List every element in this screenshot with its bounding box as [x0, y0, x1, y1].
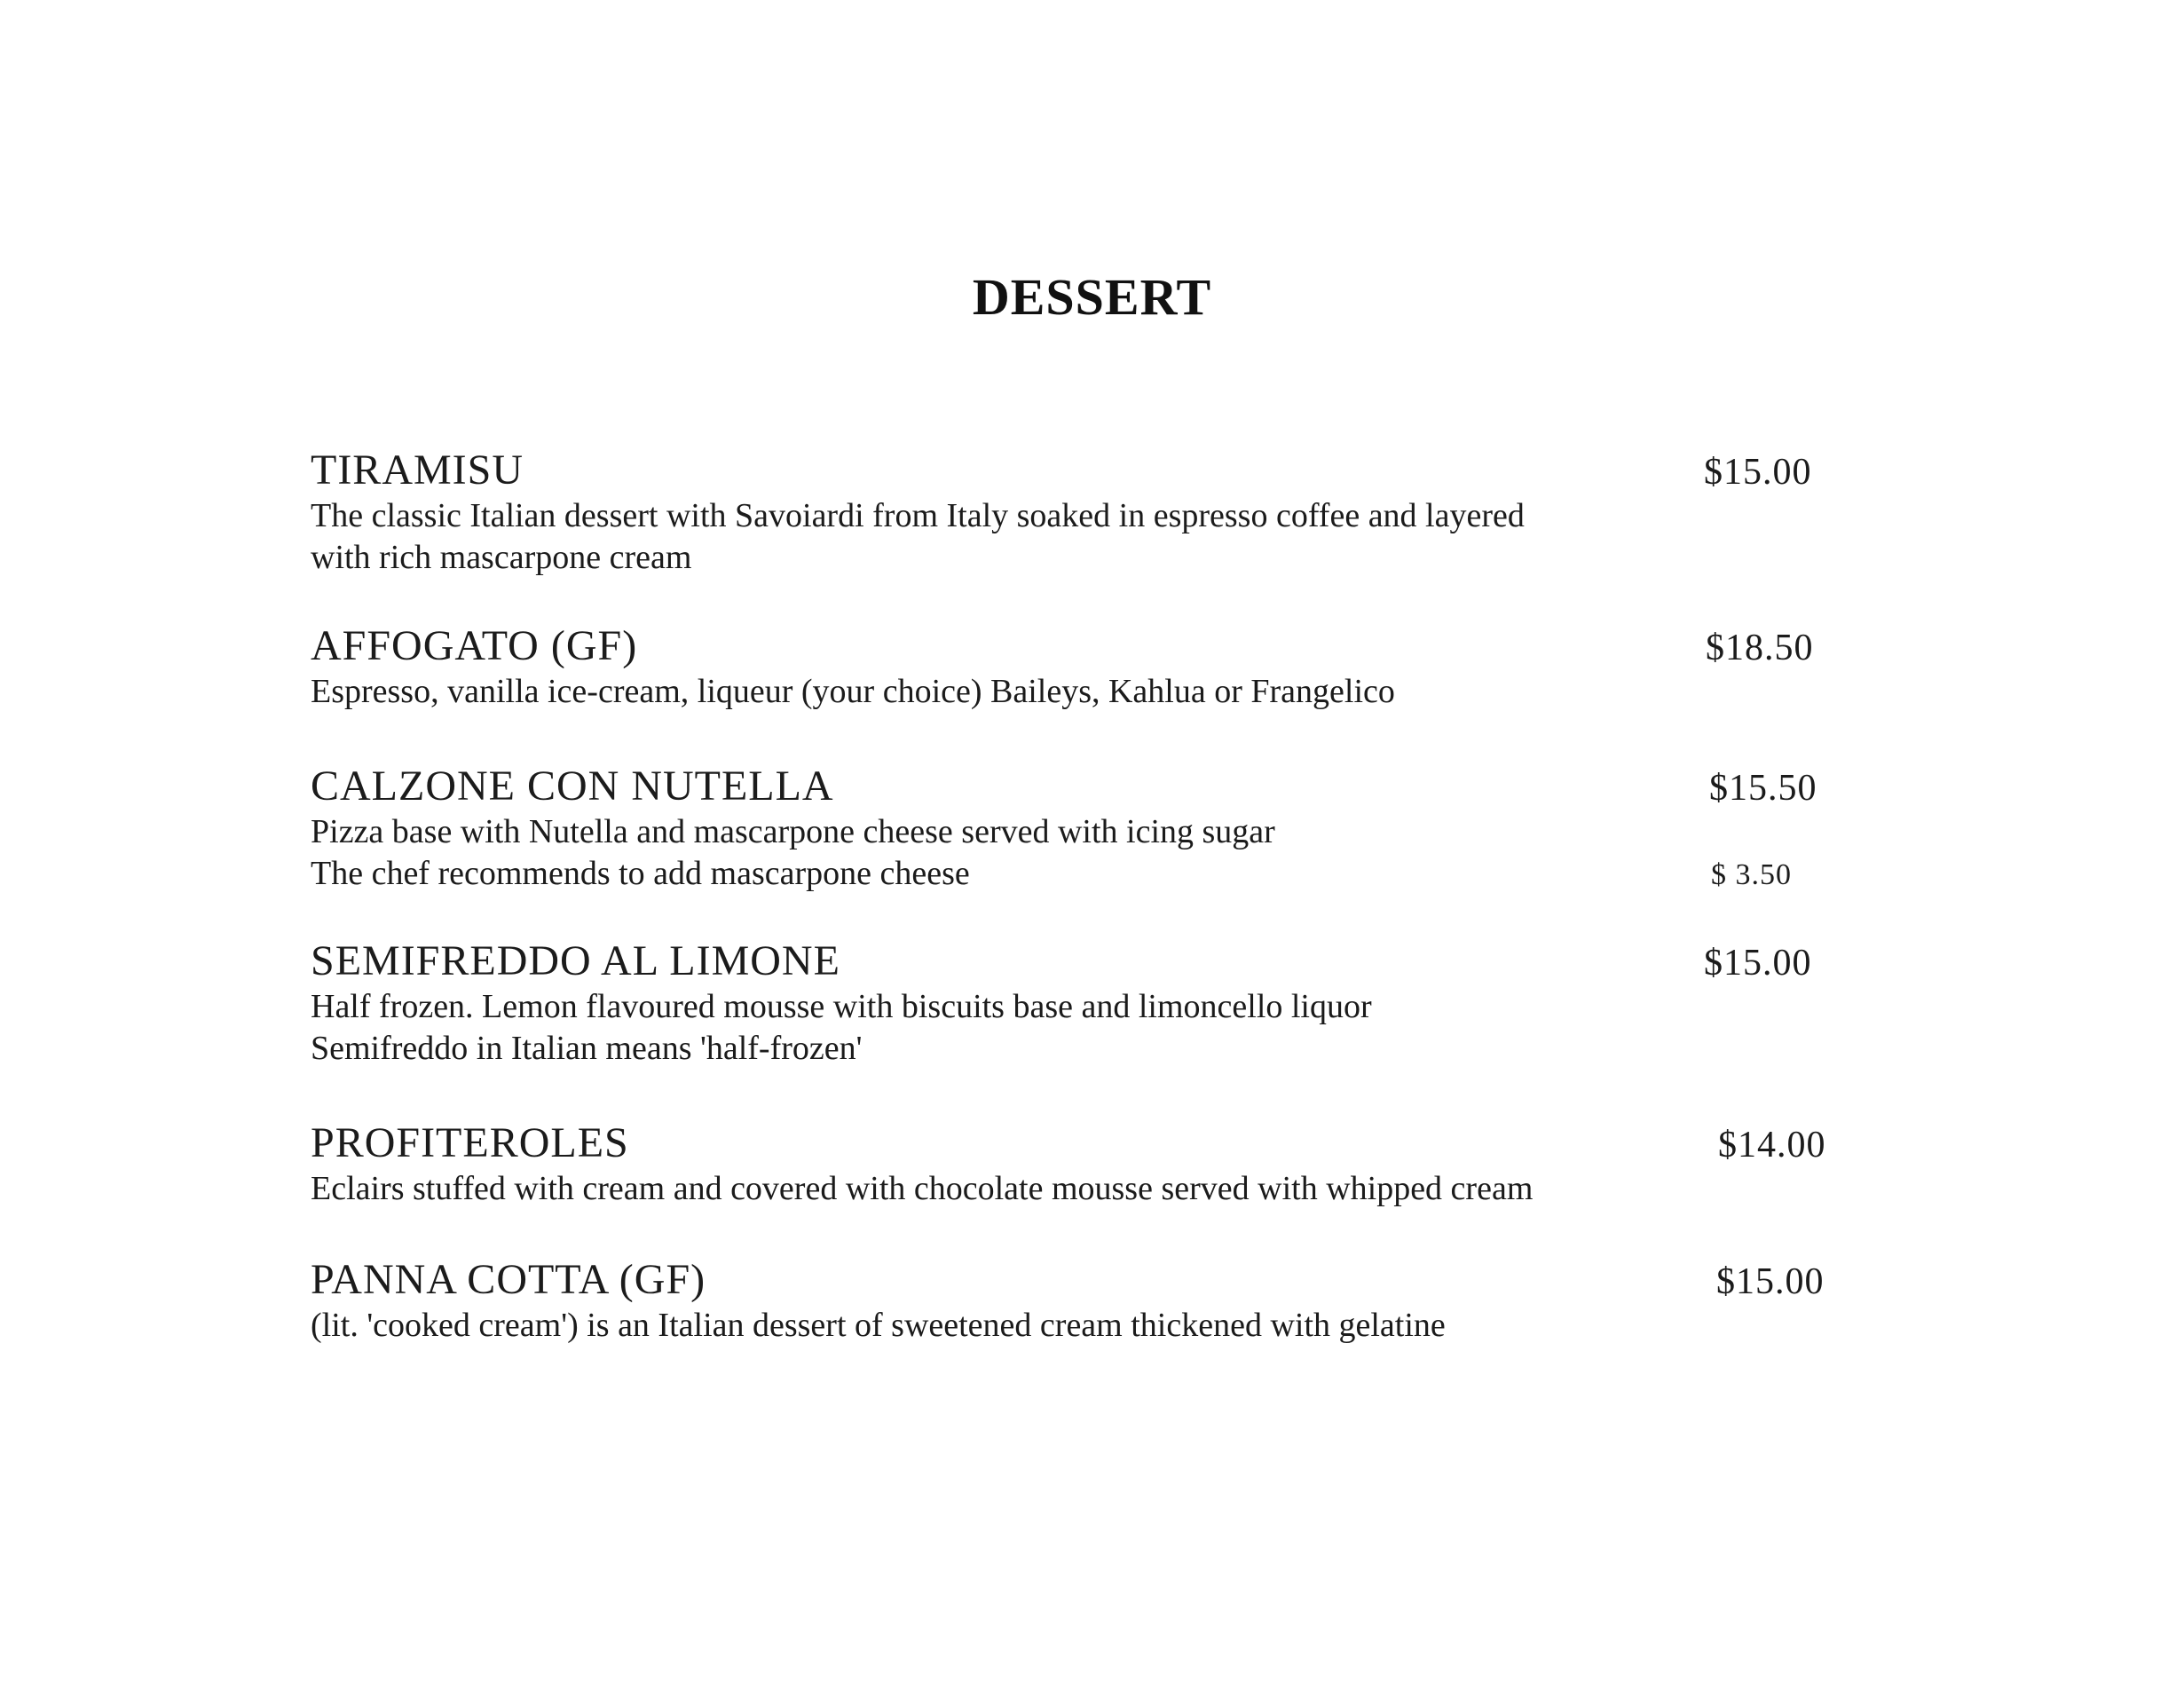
extra-price: $ 3.50 — [1711, 858, 1792, 891]
description-line: Semifreddo in Italian means 'half-frozen' — [311, 1030, 863, 1067]
item-description — [311, 671, 1395, 713]
description-line: The chef recommends to add mascarpone cheese — [311, 855, 970, 892]
description-line: (lit. 'cooked cream') is an Italian dessert of sweetened cream thickened with gelatine — [311, 1307, 1446, 1344]
item-name: SEMIFREDDO AL LIMONE — [311, 937, 840, 984]
item-description — [311, 1305, 1446, 1347]
item-price: $15.50 — [1709, 768, 1817, 809]
description-line: Half frozen. Lemon flavoured mousse with biscuits base and limoncello liquor — [311, 988, 1372, 1025]
item-description — [311, 986, 1372, 1070]
description-line: The classic Italian dessert with Savoiardi from Italy soaked in espresso coffee and layered — [311, 497, 1525, 534]
menu-title: DESSERT — [972, 268, 1212, 326]
description-line: with rich mascarpone cream — [311, 539, 692, 576]
item-name: AFFOGATO (GF) — [311, 622, 638, 669]
item-price: $15.00 — [1704, 943, 1812, 984]
item-price: $18.50 — [1706, 628, 1814, 668]
item-price: $15.00 — [1716, 1261, 1825, 1302]
item-name: PROFITEROLES — [311, 1119, 629, 1166]
description-line: Pizza base with Nutella and mascarpone cheese served with icing sugar — [311, 813, 1275, 850]
item-description — [311, 1168, 1533, 1210]
item-description — [311, 495, 1525, 579]
item-description — [311, 811, 1275, 895]
item-name: CALZONE CON NUTELLA — [311, 762, 834, 810]
item-price: $15.00 — [1704, 452, 1812, 493]
description-line: Espresso, vanilla ice-cream, liqueur (your choice) Baileys, Kahlua or Frangelico — [311, 673, 1395, 710]
item-name: TIRAMISU — [311, 446, 524, 494]
item-name: PANNA COTTA (GF) — [311, 1256, 706, 1303]
item-price: $14.00 — [1718, 1125, 1826, 1165]
description-line: Eclairs stuffed with cream and covered with chocolate mousse served with whipped cream — [311, 1170, 1534, 1207]
